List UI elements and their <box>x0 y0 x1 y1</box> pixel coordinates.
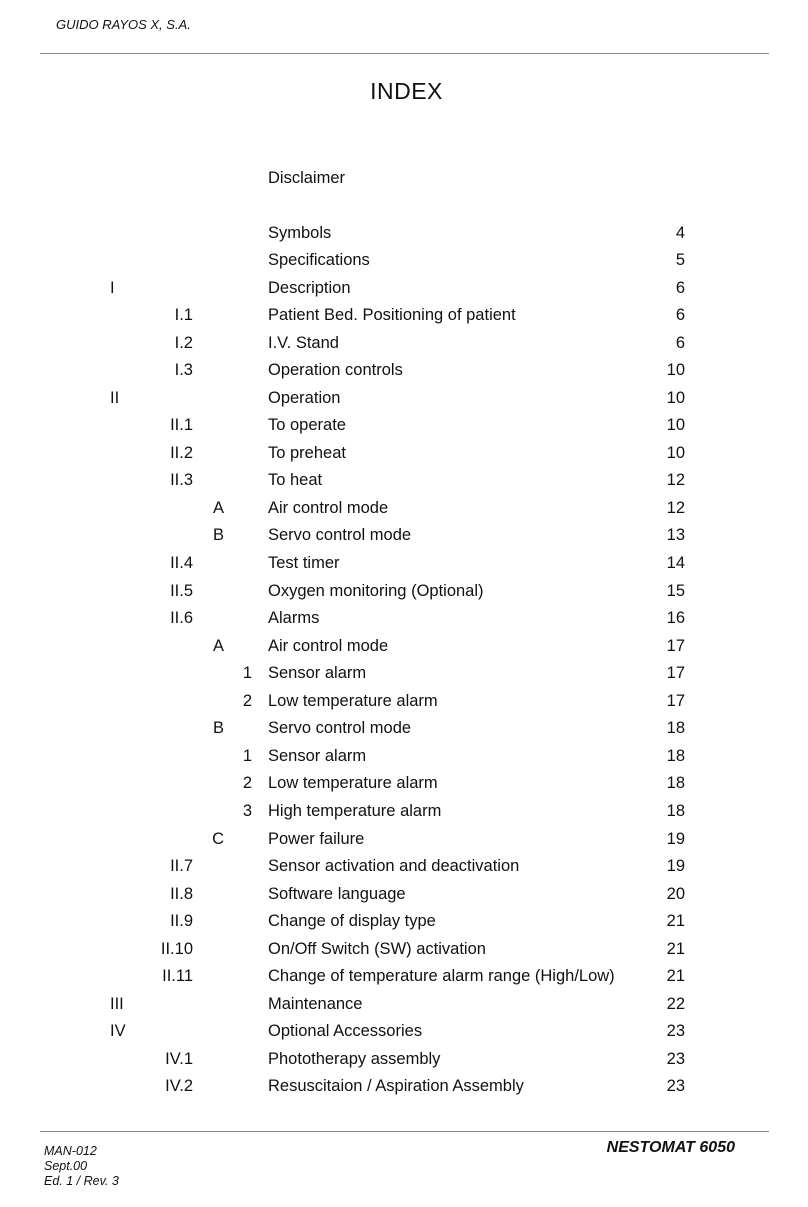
toc-entry-page: 17 <box>666 637 685 655</box>
footer-divider <box>40 1131 769 1132</box>
toc-subsubsection-letter: A <box>212 637 224 655</box>
toc-section-number: IV <box>110 1022 126 1040</box>
toc-entry[interactable] <box>0 303 808 327</box>
toc-entry-page: 6 <box>675 306 685 324</box>
toc-section-number: II <box>110 389 120 407</box>
toc-entry-title: Servo control mode <box>268 526 412 544</box>
toc-entry-title: Sensor activation and deactivation <box>268 857 520 875</box>
toc-entry-title: Sensor alarm <box>268 664 367 682</box>
toc-section-number: III <box>110 995 124 1013</box>
toc-subsection-number: II.5 <box>170 582 193 600</box>
toc-entry-page: 19 <box>666 857 685 875</box>
toc-entry-page: 6 <box>675 334 685 352</box>
toc-entry[interactable] <box>0 1047 808 1071</box>
toc-entry-title: Optional Accessories <box>268 1022 423 1040</box>
toc-entry-title: Sensor alarm <box>268 747 367 765</box>
toc-entry[interactable] <box>0 468 808 492</box>
toc-entry[interactable] <box>0 799 808 823</box>
toc-subsection-number: II.7 <box>170 857 193 875</box>
toc-entry-page: 21 <box>666 967 685 985</box>
toc-entry[interactable] <box>0 331 808 355</box>
toc-entry[interactable] <box>0 992 808 1016</box>
toc-subsection-number: II.11 <box>162 967 193 985</box>
toc-entry[interactable] <box>0 166 808 190</box>
toc-entry-page: 23 <box>666 1077 685 1095</box>
toc-subsubsection-letter: B <box>212 719 224 737</box>
toc-entry-title: On/Off Switch (SW) activation <box>268 940 486 958</box>
toc-entry-title: Patient Bed. Positioning of patient <box>268 306 516 324</box>
page-title: INDEX <box>370 78 443 104</box>
toc-entry-title: Power failure <box>268 830 365 848</box>
toc-entry-title: Servo control mode <box>268 719 412 737</box>
toc-entry[interactable] <box>0 634 808 658</box>
toc-entry-title: Description <box>268 279 351 297</box>
toc-entry-page: 23 <box>666 1050 685 1068</box>
toc-entry-page: 10 <box>666 389 685 407</box>
toc-entry-title: Maintenance <box>268 995 363 1013</box>
toc-entry[interactable] <box>0 276 808 300</box>
toc-entry-title: To preheat <box>268 444 346 462</box>
toc-subsection-number: II.6 <box>170 609 193 627</box>
toc-entry[interactable] <box>0 882 808 906</box>
toc-entry-page: 18 <box>666 774 685 792</box>
toc-entry-page: 23 <box>666 1022 685 1040</box>
toc-subsection-number: II.1 <box>170 416 193 434</box>
toc-subsection-number: I.1 <box>174 306 193 324</box>
toc-section-number: I <box>110 279 115 297</box>
toc-entry-title: Operation <box>268 389 341 407</box>
toc-entry-title: Oxygen monitoring (Optional) <box>268 582 484 600</box>
toc-subsection-number: IV.2 <box>165 1077 193 1095</box>
toc-entry[interactable] <box>0 358 808 382</box>
toc-entry-page: 18 <box>666 719 685 737</box>
footer-product-name: NESTOMAT 6050 <box>606 1139 735 1156</box>
toc-subsection-number: IV.1 <box>165 1050 193 1068</box>
toc-entry-title: Phototherapy assembly <box>268 1050 441 1068</box>
toc-subsection-number: II.8 <box>170 885 193 903</box>
toc-entry-page: 12 <box>666 471 685 489</box>
toc-entry-page: 10 <box>666 361 685 379</box>
footer-edition: Ed. 1 / Rev. 3 <box>44 1174 119 1188</box>
toc-entry[interactable] <box>0 441 808 465</box>
toc-entry[interactable] <box>0 606 808 630</box>
toc-entry-title: Resuscitaion / Aspiration Assembly <box>268 1077 524 1095</box>
toc-entry-page: 4 <box>675 224 685 242</box>
toc-entry-title: Low temperature alarm <box>268 774 438 792</box>
toc-entry[interactable] <box>0 909 808 933</box>
toc-entry-title: I.V. Stand <box>268 334 339 352</box>
toc-entry-title: Air control mode <box>268 637 389 655</box>
toc-entry-page: 21 <box>666 912 685 930</box>
toc-entry-page: 5 <box>675 251 685 269</box>
toc-entry-title: Operation controls <box>268 361 403 379</box>
toc-entry[interactable] <box>0 386 808 410</box>
toc-entry-page: 18 <box>666 802 685 820</box>
toc-subsection-number: II.4 <box>170 554 193 572</box>
toc-entry-page: 17 <box>666 692 685 710</box>
toc-entry[interactable] <box>0 1019 808 1043</box>
toc-entry-page: 22 <box>666 995 685 1013</box>
toc-entry-title: Symbols <box>268 224 332 242</box>
toc-entry[interactable] <box>0 496 808 520</box>
footer-date: Sept.00 <box>44 1159 88 1173</box>
toc-entry-title: Change of display type <box>268 912 436 930</box>
toc-entry-page: 14 <box>666 554 685 572</box>
toc-entry[interactable] <box>0 744 808 768</box>
toc-item-number: 2 <box>242 774 252 792</box>
toc-item-number: 1 <box>242 747 252 765</box>
toc-entry[interactable] <box>0 221 808 245</box>
toc-item-number: 3 <box>242 802 252 820</box>
toc-entry-page: 13 <box>666 526 685 544</box>
toc-entry-title: Software language <box>268 885 406 903</box>
toc-entry-page: 17 <box>666 664 685 682</box>
toc-entry-page: 10 <box>666 444 685 462</box>
toc-entry[interactable] <box>0 964 808 988</box>
toc-entry-page: 10 <box>666 416 685 434</box>
toc-entry-title: Air control mode <box>268 499 389 517</box>
toc-entry-page: 15 <box>666 582 685 600</box>
toc-entry-title: Change of temperature alarm range (High/Low) <box>268 967 615 985</box>
toc-entry-page: 12 <box>666 499 685 517</box>
toc-entry[interactable] <box>0 827 808 851</box>
toc-entry-page: 19 <box>666 830 685 848</box>
toc-entry-title: Disclaimer <box>268 169 346 187</box>
toc-subsection-number: II.3 <box>170 471 193 489</box>
toc-entry-title: To heat <box>268 471 323 489</box>
toc-entry[interactable] <box>0 937 808 961</box>
toc-entry[interactable] <box>0 579 808 603</box>
toc-entry[interactable] <box>0 413 808 437</box>
toc-entry[interactable] <box>0 248 808 272</box>
toc-entry[interactable] <box>0 771 808 795</box>
toc-entry[interactable] <box>0 523 808 547</box>
toc-subsection-number: II.9 <box>170 912 193 930</box>
toc-subsubsection-letter: A <box>212 499 224 517</box>
toc-item-number: 2 <box>242 692 252 710</box>
toc-subsubsection-letter: B <box>212 526 224 544</box>
toc-entry-title: High temperature alarm <box>268 802 442 820</box>
toc-subsection-number: I.3 <box>174 361 193 379</box>
toc-entry-title: Test timer <box>268 554 340 572</box>
toc-entry-title: Low temperature alarm <box>268 692 438 710</box>
toc-subsection-number: II.2 <box>170 444 193 462</box>
toc-entry[interactable] <box>0 716 808 740</box>
toc-entry-title: To operate <box>268 416 346 434</box>
company-name: GUIDO RAYOS X, S.A. <box>56 17 191 32</box>
toc-entry-title: Specifications <box>268 251 370 269</box>
toc-entry[interactable] <box>0 689 808 713</box>
toc-entry[interactable] <box>0 661 808 685</box>
toc-subsection-number: II.10 <box>160 940 193 958</box>
footer-doc-code: MAN-012 <box>44 1144 97 1158</box>
toc-subsection-number: I.2 <box>174 334 193 352</box>
toc-entry-title: Alarms <box>268 609 320 627</box>
footer-doc-info <box>44 1144 119 1189</box>
toc-entry-page: 16 <box>666 609 685 627</box>
toc-entry-page: 6 <box>675 279 685 297</box>
toc-entry-page: 21 <box>666 940 685 958</box>
toc-item-number: 1 <box>242 664 252 682</box>
toc-entry-page: 20 <box>666 885 685 903</box>
toc-entry-page: 18 <box>666 747 685 765</box>
toc-entry[interactable] <box>0 551 808 575</box>
toc-subsubsection-letter: C <box>212 830 224 848</box>
toc-entry[interactable] <box>0 854 808 878</box>
toc-entry[interactable] <box>0 1074 808 1098</box>
